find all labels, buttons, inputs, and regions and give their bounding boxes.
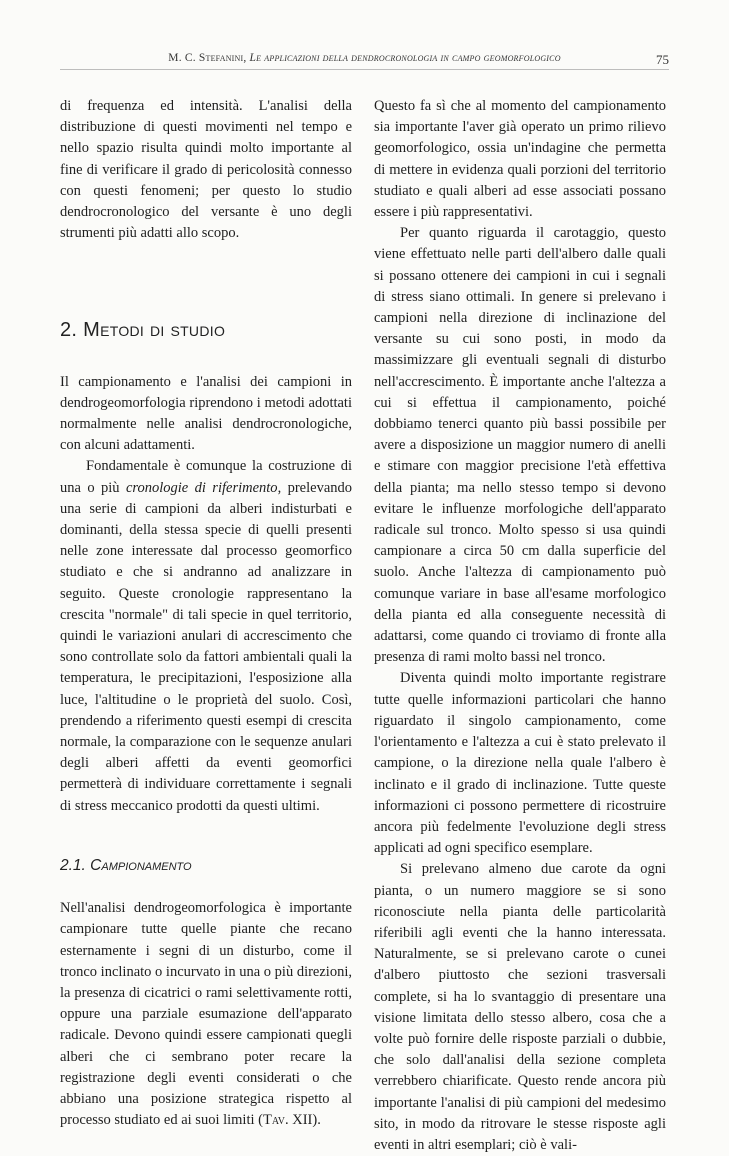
header-rule (60, 69, 669, 70)
subsection-number: 2.1. (60, 856, 86, 874)
right-paragraph-4: Si prelevano almeno due carote da ogni pianta, o un numero maggiore se si sono riconosciute nella pianta delle particolarità riferibili agli eventi che la hanno interessata. Naturalmente, se si prelevano carote o cunei d'albero piuttosto che sezioni trasversali complete, si ha lo svantaggio di presentare una visione limitata dello stesso albero, cosa che a volte può fornire delle risposte parziali o dubbie, che solo dall'analisi della sezione completa verrebbero chiarificate. Questo rende ancora più importante l'analisi di più campioni del medesimo sito, in modo da ritrovare le stesse risposte agli eventi in altri esemplari; ciò è vali- (374, 861, 666, 1153)
left-column (60, 96, 352, 1131)
section-number: 2. (60, 319, 78, 342)
running-head (60, 52, 669, 64)
left-paragraph-3 (60, 456, 352, 816)
left-paragraph-3-emphasis: cronologie di riferimento (125, 479, 278, 496)
left-paragraph-3-end: , prelevando una serie di campioni da alberi indisturbati e dominanti, della stessa specie di quelli presenti nelle zone interessate dal processo geomorfico studiato e che si andranno ad analizzare in seguito. Queste cronologie rappresentano la crescita "normale" di tali specie in quel territorio, quindi le variazioni anulari di accrescimento che sono controllate solo da fattori ambientali quali la temperatura, le precipitazioni, l'esposizione alla luce, l'altitudine o le proprietà del suolo. Così, prendendo a riferimento questi esempi di crescita normale, la comparazione con le sequenze anulari degli alberi affetti da eventi geomorfici permetterà di individuare correttamente i segnali di stress meccanico prodotti da questi ultimi. (60, 479, 353, 814)
left-paragraph-1: di frequenza ed intensità. L'analisi della distribuzione di questi movimenti nel tempo e nello spazio risulta quindi molto importante al fine di verificare il grado di pericolosità connesso con questi fenomeni; per questo lo studio dendrocronologico del versante è uno degli strumenti più adatti allo scopo. (60, 98, 352, 242)
right-paragraph-3: Diventa quindi molto importante registrare tutte quelle informazioni particolari che hanno riguardato il singolo campionamento, come l'orientamento e l'altezza a cui è stato prelevato il campione, o la direzione nella quale l'albero è inclinato e il grado di inclinazione. Tutte queste informazioni ci possono permettere di ricostruire ancora più fedelmente l'evoluzione degli stress applicati ad ogni specifico esemplare. (374, 670, 666, 857)
right-column (374, 96, 666, 1156)
section-heading (60, 320, 352, 341)
section-title: Metodi di studio (83, 319, 226, 342)
left-paragraph-4 (60, 898, 352, 1131)
running-head-title: Le applicazioni della dendrocronologia in campo geomorfologico (249, 52, 561, 64)
left-paragraph-4-end: ). (312, 1112, 321, 1129)
subsection-title: Campionamento (90, 856, 192, 874)
running-head-author: M. C. Stefanini, (168, 52, 247, 64)
left-paragraph-4-start: Nell'analisi dendrogeomorfologica è importante campionare tutte quelle piante che recano esternamente i segni di un disturbo, come il tronco inclinato o incurvato in una o più direzioni, la presenza di cicatrici o rami selettivamente rotti, oppure una parziale esumazione dell'apparato radicale. Devono quindi essere campionati quegli alberi che ci sembrano poter recare la registrazione degli eventi considerati o che abbiano una posizione strategica rispetto al processo studiato ed ai suoi limiti ( (60, 900, 352, 1129)
right-paragraph-1: Questo fa sì che al momento del campionamento sia importante l'aver già operato un primo rilievo geomorfologico, ossia un'indagine che permetta di mettere in evidenza quali porzioni del territorio studiato e quali alberi ad esse associati possano essere i più rappresentativi. (374, 98, 666, 221)
left-paragraph-2: Il campionamento e l'analisi dei campioni in dendrogeomorfologia riprendono i metodi adottati normalmente nelle analisi dendrocronologiche, con alcuni adattamenti. (60, 373, 352, 454)
subsection-heading (60, 855, 352, 876)
left-paragraph-3-start: Fondamentale è comunque la costruzione di una o più (60, 458, 352, 496)
plate-reference: Tav. XII (262, 1112, 313, 1129)
right-paragraph-2: Per quanto riguarda il carotaggio, questo viene effettuato nelle parti dell'albero dalle quali si possano ottenere dei campioni in cui i segnali di stress siano ottimali. In genere si prelevano i campioni nella direzione di inclinazione del versante su cui sono posti, in modo da massimizzare gli eventuali segnali di disturbo nell'accrescimento. È importante anche l'altezza a cui si effettua il campionamento, poiché dobbiamo tenerci quanto più bassi possibile per avere a disposizione un maggior numero di anelli e stimare con maggior precisione l'età effettiva della pianta; ma nello stesso tempo si devono evitare le influenze morfologiche dell'apparato radicale sul tronco. Molto spesso si usa quindi campionare a circa 50 cm dalla superficie del suolo. Anche l'altezza di campionamento può comunque variare in base all'esame morfologico della pianta ed alla conseguente necessità di adattarsi, come quando ci troviamo di fronte alla presenza di rami molto bassi nel tronco. (374, 225, 666, 666)
page-number: 75 (656, 52, 669, 67)
